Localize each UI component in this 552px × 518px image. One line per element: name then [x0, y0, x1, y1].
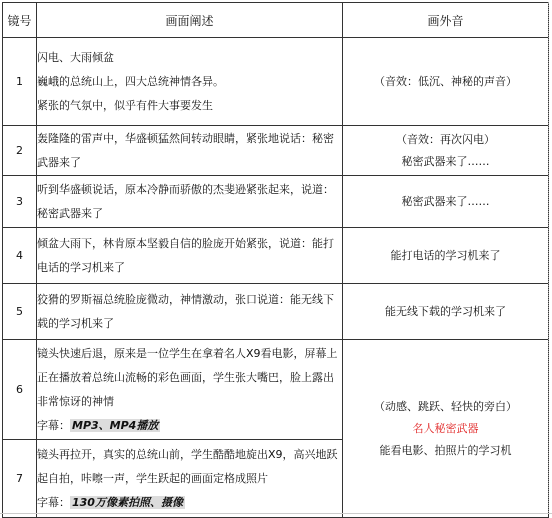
voiceover-line: 秘密武器来了…… — [401, 154, 490, 168]
shot-number: 6 — [3, 340, 37, 440]
shot-number: 2 — [3, 126, 37, 176]
caption-text: 130万像素拍照、摄像 — [72, 495, 183, 509]
voiceover — [343, 228, 549, 284]
visual-description — [37, 38, 343, 126]
shot-number: 7 — [3, 440, 37, 518]
visual-description — [37, 176, 343, 228]
caption-line — [37, 491, 342, 515]
voiceover-line: 能看电影、拍照片的学习机 — [379, 443, 512, 457]
description-line: 轰隆隆的雷声中，华盛顿猛然间转动眼睛，紧张地说话：秘密武器来了 — [37, 131, 334, 169]
description-line: 倾盆大雨下，林肯原本坚毅自信的脸庞开始紧张，说道：能打电话的学习机来了 — [37, 236, 334, 274]
voiceover-line: 能无线下载的学习机来了 — [385, 304, 506, 318]
visual-description — [37, 340, 343, 440]
caption-line — [37, 414, 342, 438]
header-shot-number: 镜号 — [3, 3, 37, 38]
caption-label: 字幕： — [37, 495, 70, 509]
table-row — [3, 176, 549, 228]
table-row — [3, 228, 549, 284]
voiceover — [343, 38, 549, 126]
voiceover-line: 能打电话的学习机来了 — [390, 248, 501, 262]
shot-number: 5 — [3, 284, 37, 340]
page-edge-rule — [548, 2, 552, 514]
voiceover — [343, 126, 549, 176]
table-row — [3, 38, 549, 126]
voiceover — [343, 176, 549, 228]
visual-description — [37, 126, 343, 176]
description-line: 闪电、大雨倾盆 — [37, 50, 114, 64]
header-voiceover: 画外音 — [343, 3, 549, 38]
caption-text: MP3、MP4播放 — [72, 418, 159, 432]
table-row — [3, 284, 549, 340]
table-header-row — [3, 3, 549, 38]
description-line: 狡猾的罗斯福总统脸庞微动，神情激动，张口说道：能无线下载的学习机来了 — [37, 292, 334, 330]
visual-description — [37, 284, 343, 340]
visual-description — [37, 228, 343, 284]
table-row — [3, 126, 549, 176]
header-visual-description: 画面阐述 — [37, 3, 343, 38]
shot-number: 3 — [3, 176, 37, 228]
table-row — [3, 340, 549, 440]
description-line: 巍峨的总统山上，四大总统神情各异。 — [37, 74, 224, 88]
voiceover-highlight: 名人秘密武器 — [412, 421, 479, 435]
description-line: 镜头再拉开，真实的总统山前，学生酷酷地旋出X9，高兴地跃起自拍，咔嚓一声，学生跃起的画面定格成照片 — [37, 447, 338, 485]
storyboard-table — [2, 2, 549, 518]
caption-label: 字幕： — [37, 418, 70, 432]
description-line: 听到华盛顿说话，原本冷静而骄傲的杰斐逊紧张起来，说道：秘密武器来了 — [37, 182, 334, 220]
voiceover-line: （音效：再次闪电） — [396, 132, 495, 146]
voiceover — [343, 284, 549, 340]
voiceover-line: 秘密武器来了…… — [401, 194, 490, 208]
description-line: 紧张的气氛中，似乎有件大事要发生 — [37, 98, 213, 112]
description-line: 镜头快速后退，原来是一位学生在拿着名人X9看电影，屏幕上正在播放着总统山流畅的彩色画面，学生张大嘴巴，脸上露出非常惊讶的神情 — [37, 346, 338, 408]
shot-number: 1 — [3, 38, 37, 126]
voiceover-line: （动感、跳跃、轻快的旁白） — [374, 399, 517, 413]
voiceover-merged — [343, 340, 549, 518]
shot-number: 4 — [3, 228, 37, 284]
voiceover-line: （音效：低沉、神秘的声音） — [374, 74, 517, 88]
visual-description — [37, 440, 343, 518]
